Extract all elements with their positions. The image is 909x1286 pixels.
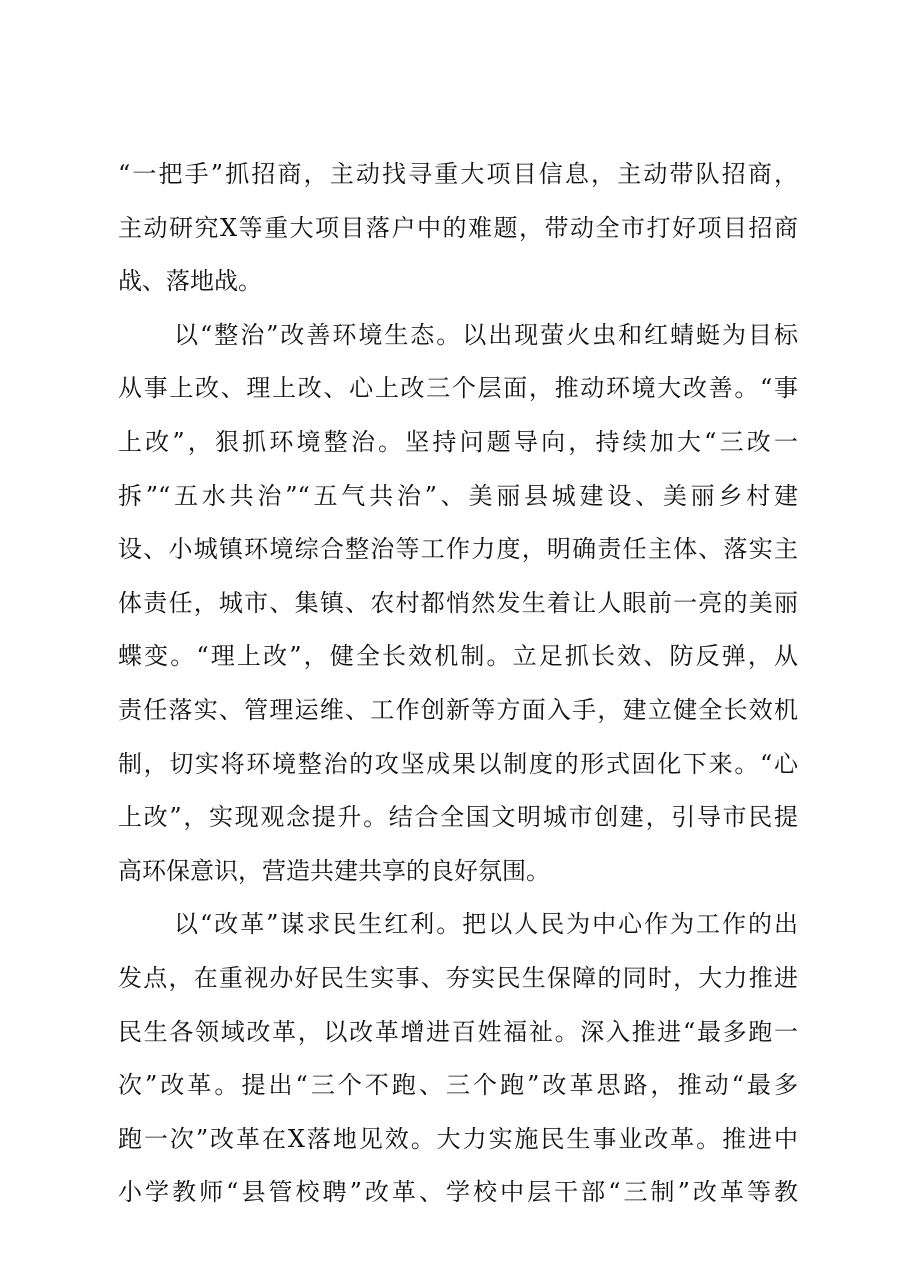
text-line: 主动研究X等重大项目落户中的难题，带动全市打好项目招商: [118, 213, 798, 242]
text-line: 高环保意识，营造共建共享的良好氛围。: [118, 856, 550, 885]
text-line: 小学教师“县管校聘”改革、学校中层干部“三制”改革等教: [118, 1178, 798, 1207]
paragraph-heading-line: 以“整治”改善环境生态。以出现萤火虫和红蜻蜓为目标: [174, 320, 798, 349]
text-line: 次”改革。提出“三个不跑、三个跑”改革思路，推动“最多: [118, 1071, 798, 1100]
text-line: 民生各领域改革，以改革增进百姓福祉。深入推进“最多跑一: [118, 1017, 798, 1046]
text-line: 设、小城镇环境综合整治等工作力度，明确责任主体、落实主: [118, 535, 798, 564]
text-line: 体责任，城市、集镇、农村都悄然发生着让人眼前一亮的美丽: [118, 588, 798, 617]
text-line: 拆”“五水共治”“五气共治”、美丽县城建设、美丽乡村建: [118, 481, 798, 510]
text-line: 跑一次”改革在X落地见效。大力实施民生事业改革。推进中: [118, 1124, 798, 1153]
text-line: 从事上改、理上改、心上改三个层面，推动环境大改善。“事: [118, 374, 798, 403]
paragraph-heading-line: 以“改革”谋求民生红利。把以人民为中心作为工作的出: [174, 910, 798, 939]
text-line: 发点，在重视办好民生实事、夯实民生保障的同时，大力推进: [118, 963, 798, 992]
text-line: 蝶变。“理上改”，健全长效机制。立足抓长效、防反弹，从: [118, 642, 798, 671]
text-line: 责任落实、管理运维、工作创新等方面入手，建立健全长效机: [118, 695, 798, 724]
text-line: 上改”，实现观念提升。结合全国文明城市创建，引导市民提: [118, 803, 798, 832]
text-line: “一把手”抓招商，主动找寻重大项目信息，主动带队招商，: [118, 160, 798, 188]
text-line: 战、落地战。: [118, 267, 262, 296]
document-body: [118, 148, 798, 1220]
text-line: 上改”，狠抓环境整治。坚持问题导向，持续加大“三改一: [118, 427, 798, 456]
text-line: 制，切实将环境整治的攻坚成果以制度的形式固化下来。“心: [118, 749, 798, 778]
